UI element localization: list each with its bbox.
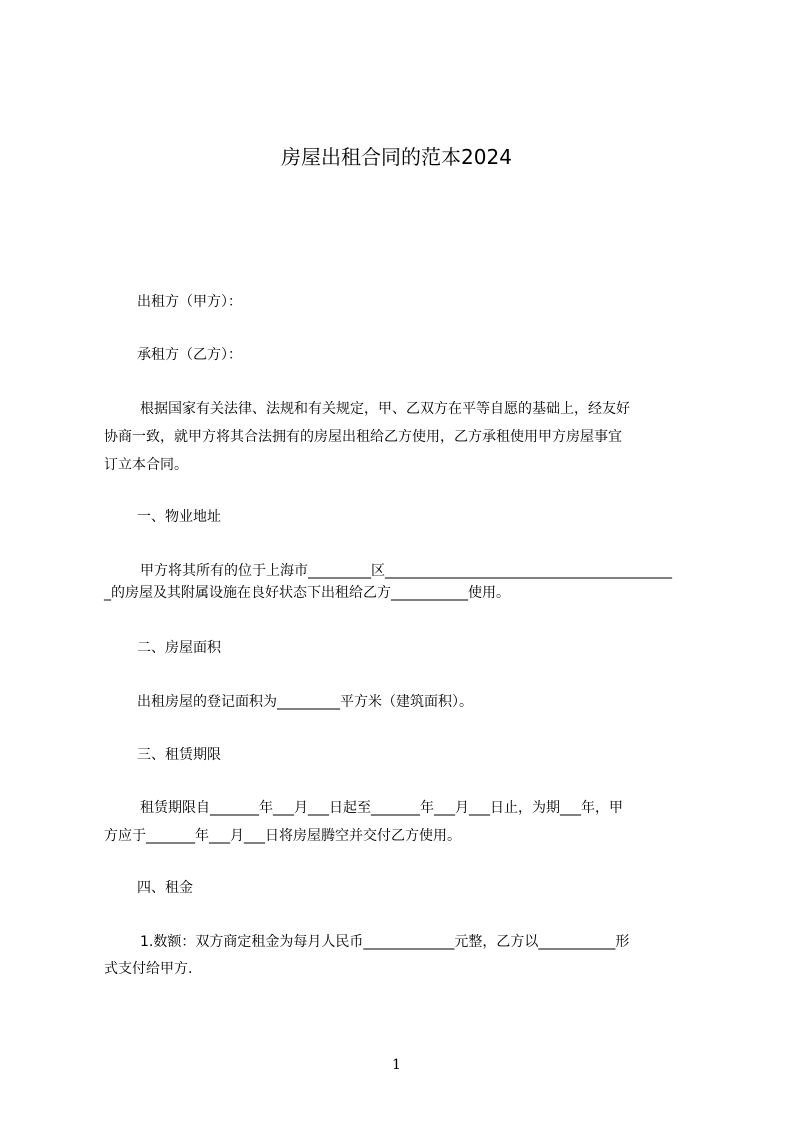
rent-line-1: 1.数额：双方商定租金为每月人民币_____________元整，乙方以___________形 — [140, 934, 630, 950]
intro-line-3: 订立本合同。 — [104, 457, 188, 473]
page-number: 1 — [392, 1057, 401, 1073]
term-line-2: 方应于_______年___月___日将房屋腾空并交付乙方使用。 — [104, 828, 461, 844]
intro-line-2: 协商一致，就甲方将其合法拥有的房屋出租给乙方使用，乙方承租使用甲方房屋事宜 — [104, 429, 622, 445]
section-heading-rent: 四、租金 — [137, 880, 193, 896]
address-line-1: 甲方将其所有的位于上海市_________区_________________________________________ — [140, 563, 672, 579]
document-title: 房屋出租合同的范本2024 — [281, 145, 512, 169]
party-b-line: 承租方（乙方）： — [137, 347, 242, 363]
intro-line-1: 根据国家有关法律、法规和有关规定，甲、乙双方在平等自愿的基础上，经友好 — [140, 401, 630, 417]
party-a-line: 出租方（甲方）： — [137, 294, 242, 310]
section-heading-term: 三、租赁期限 — [137, 747, 221, 763]
section-heading-address: 一、物业地址 — [137, 509, 221, 525]
rent-line-2: 式支付给甲方. — [104, 961, 193, 977]
area-line-1: 出租房屋的登记面积为_________平方米（建筑面积）。 — [137, 694, 473, 710]
term-line-1: 租赁期限自_______年___月___日起至_______年___月___日止，为期___年，甲 — [140, 800, 623, 816]
section-heading-area: 二、房屋面积 — [137, 640, 221, 656]
address-line-2: _的房屋及其附属设施在良好状态下出租给乙方___________使用。 — [104, 585, 510, 601]
